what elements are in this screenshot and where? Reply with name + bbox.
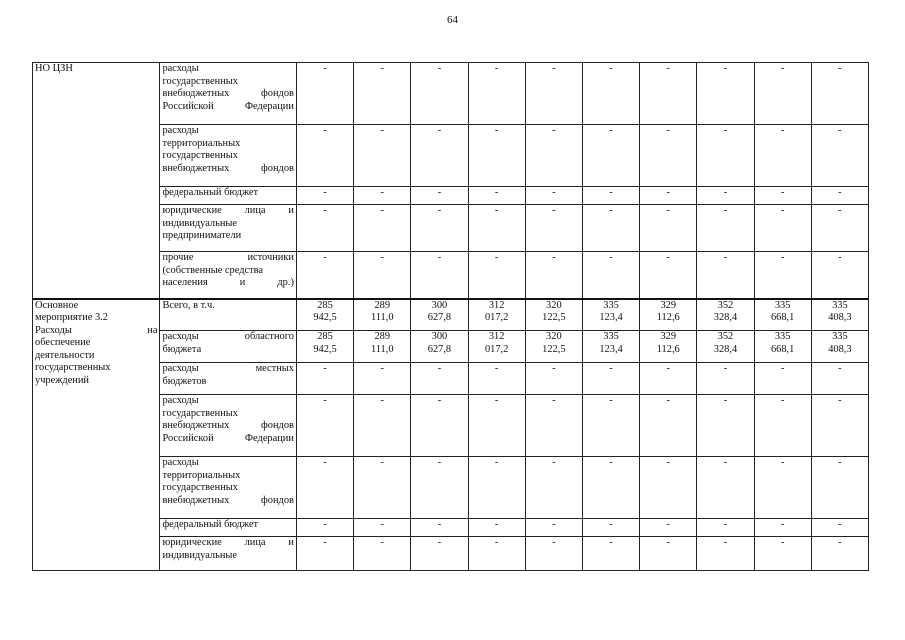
- year-value-cell: [468, 299, 525, 331]
- year-value: 285 942,5: [313, 331, 337, 355]
- year-value-cell: [354, 331, 411, 363]
- activity-name-line: мероприятие 3.2: [35, 312, 108, 324]
- funding-source-cell: [160, 519, 296, 537]
- year-value-cell: -: [468, 457, 525, 519]
- funding-source-line: бюджета: [162, 343, 202, 355]
- funding-source-line: расходы местных: [162, 363, 294, 374]
- year-value-cell: -: [754, 537, 811, 571]
- funding-source-line: прочие источники: [162, 252, 294, 263]
- funding-source-line: расходы областного: [162, 331, 294, 342]
- year-value: 329 112,6: [656, 299, 680, 324]
- year-value: 335 668,1: [770, 331, 795, 355]
- year-value-cell: -: [468, 537, 525, 571]
- year-value-cell: [697, 331, 754, 363]
- year-value-cell: [754, 331, 811, 363]
- year-value-cell: -: [811, 395, 868, 457]
- year-value: 289 111,0: [370, 299, 394, 324]
- year-value-cell: -: [697, 125, 754, 187]
- year-value-cell: -: [354, 537, 411, 571]
- funding-source-cell: [160, 457, 296, 519]
- year-value-cell: -: [640, 363, 697, 395]
- year-value-cell: -: [582, 125, 639, 187]
- funding-source-line: предприниматели: [162, 230, 242, 242]
- year-value-cell: -: [525, 519, 582, 537]
- year-value-cell: -: [525, 63, 582, 125]
- table-row: [33, 299, 869, 331]
- year-value-cell: -: [640, 252, 697, 299]
- activity-name-line: государственных: [35, 362, 111, 374]
- year-value-cell: -: [296, 125, 353, 187]
- funding-source-line: расходы: [162, 125, 199, 136]
- year-value-cell: [525, 299, 582, 331]
- year-value-cell: -: [582, 457, 639, 519]
- funding-source-line: федеральный бюджет: [162, 519, 259, 530]
- year-value-cell: -: [354, 395, 411, 457]
- year-value-cell: -: [697, 63, 754, 125]
- funding-source-line: внебюджетных фондов: [162, 420, 294, 432]
- year-value-cell: -: [754, 125, 811, 187]
- budget-table: [32, 62, 869, 571]
- activity-name-cell: [33, 63, 160, 299]
- year-value-cell: -: [468, 252, 525, 299]
- year-value-cell: -: [525, 252, 582, 299]
- year-value-cell: -: [640, 537, 697, 571]
- year-value: 289 111,0: [370, 331, 394, 355]
- funding-source-line: Российской Федерации: [162, 432, 294, 444]
- year-value-cell: -: [811, 125, 868, 187]
- year-value-cell: -: [697, 537, 754, 571]
- year-value-cell: -: [640, 395, 697, 457]
- year-value-cell: -: [525, 125, 582, 187]
- year-value-cell: -: [697, 457, 754, 519]
- year-value: 329 112,6: [656, 331, 680, 355]
- year-value-cell: -: [354, 519, 411, 537]
- year-value-cell: -: [354, 187, 411, 205]
- year-value: 335 408,3: [828, 331, 852, 355]
- year-value: 300 627,8: [427, 331, 452, 355]
- funding-source-line: юридические лица и: [162, 205, 294, 216]
- year-value-cell: -: [411, 63, 468, 125]
- year-value-cell: [582, 299, 639, 331]
- year-value-cell: [468, 331, 525, 363]
- funding-source-line: расходы: [162, 395, 199, 406]
- year-value-cell: -: [468, 205, 525, 252]
- year-value-cell: -: [697, 363, 754, 395]
- funding-source-line: юридические лица и: [162, 537, 294, 548]
- year-value-cell: -: [468, 187, 525, 205]
- funding-source-line: расходы: [162, 457, 199, 468]
- year-value-cell: [525, 331, 582, 363]
- year-value-cell: -: [582, 537, 639, 571]
- year-value-cell: [811, 331, 868, 363]
- year-value-cell: [411, 299, 468, 331]
- year-value: 320 122,5: [542, 299, 566, 324]
- year-value-cell: [354, 299, 411, 331]
- year-value-cell: -: [640, 63, 697, 125]
- year-value-cell: -: [582, 519, 639, 537]
- funding-source-line: территориальных: [162, 137, 241, 149]
- year-value-cell: -: [468, 63, 525, 125]
- year-value-cell: -: [811, 363, 868, 395]
- year-value-cell: -: [582, 363, 639, 395]
- activity-name-cell: [33, 299, 160, 571]
- year-value-cell: -: [296, 63, 353, 125]
- year-value-cell: -: [354, 205, 411, 252]
- year-value-cell: -: [582, 187, 639, 205]
- year-value-cell: -: [582, 395, 639, 457]
- year-value: 285 942,5: [313, 299, 337, 324]
- funding-source-cell: [160, 252, 296, 299]
- year-value-cell: -: [525, 457, 582, 519]
- table-row: [33, 63, 869, 125]
- year-value-cell: -: [525, 395, 582, 457]
- year-value-cell: -: [296, 519, 353, 537]
- year-value-cell: -: [811, 519, 868, 537]
- year-value-cell: -: [411, 363, 468, 395]
- year-value: 335 123,4: [599, 331, 623, 355]
- year-value-cell: -: [354, 252, 411, 299]
- year-value-cell: -: [640, 187, 697, 205]
- year-value-cell: [582, 331, 639, 363]
- year-value-cell: -: [754, 252, 811, 299]
- funding-source-line: территориальных: [162, 469, 241, 481]
- year-value: 352 328,4: [713, 299, 738, 324]
- year-value: 335 408,3: [828, 299, 852, 324]
- funding-source-cell: [160, 537, 296, 571]
- year-value-cell: -: [354, 457, 411, 519]
- funding-source-line: бюджетов: [162, 375, 207, 387]
- funding-source-line: расходы: [162, 63, 199, 74]
- activity-name-line: НО ЦЗН: [35, 63, 73, 74]
- year-value-cell: -: [411, 252, 468, 299]
- year-value-cell: -: [754, 457, 811, 519]
- year-value-cell: [640, 299, 697, 331]
- year-value-cell: [411, 331, 468, 363]
- year-value-cell: -: [754, 63, 811, 125]
- funding-source-line: внебюджетных фондов: [162, 162, 294, 174]
- year-value-cell: -: [525, 537, 582, 571]
- year-value-cell: [697, 299, 754, 331]
- year-value-cell: -: [296, 537, 353, 571]
- year-value-cell: -: [582, 63, 639, 125]
- funding-source-line: государственных: [162, 150, 238, 162]
- year-value-cell: -: [296, 395, 353, 457]
- year-value-cell: -: [296, 187, 353, 205]
- year-value-cell: -: [411, 125, 468, 187]
- activity-name-line: учреждений: [35, 375, 89, 387]
- year-value-cell: [811, 299, 868, 331]
- funding-source-cell: [160, 63, 296, 125]
- year-value-cell: -: [411, 519, 468, 537]
- year-value-cell: -: [411, 537, 468, 571]
- funding-source-line: внебюджетных фондов: [162, 494, 294, 506]
- activity-name-line: деятельности: [35, 349, 95, 361]
- year-value-cell: [754, 299, 811, 331]
- year-value-cell: -: [411, 457, 468, 519]
- year-value-cell: -: [697, 205, 754, 252]
- year-value-cell: [296, 331, 353, 363]
- activity-name-line: обеспечение: [35, 337, 91, 349]
- year-value-cell: -: [525, 187, 582, 205]
- year-value-cell: -: [468, 363, 525, 395]
- funding-source-line: федеральный бюджет: [162, 187, 259, 198]
- funding-source-line: государственных: [162, 407, 238, 419]
- year-value-cell: -: [296, 205, 353, 252]
- year-value-cell: -: [811, 252, 868, 299]
- year-value-cell: -: [754, 395, 811, 457]
- year-value-cell: -: [354, 125, 411, 187]
- year-value-cell: -: [754, 363, 811, 395]
- year-value-cell: -: [411, 395, 468, 457]
- funding-source-cell: [160, 331, 296, 363]
- funding-source-line: индивидуальные: [162, 217, 238, 229]
- funding-source-line: внебюджетных фондов: [162, 88, 294, 100]
- year-value-cell: -: [296, 252, 353, 299]
- year-value-cell: -: [697, 519, 754, 537]
- page-number: 64: [447, 14, 458, 26]
- funding-source-cell: [160, 395, 296, 457]
- funding-source-cell: [160, 187, 296, 205]
- year-value-cell: -: [697, 252, 754, 299]
- year-value-cell: -: [468, 395, 525, 457]
- year-value: 335 668,1: [770, 299, 795, 324]
- year-value-cell: -: [354, 363, 411, 395]
- funding-source-cell: [160, 363, 296, 395]
- funding-source-line: населения и др.): [162, 277, 294, 289]
- year-value-cell: -: [525, 205, 582, 252]
- year-value-cell: -: [811, 63, 868, 125]
- year-value: 312 017,2: [484, 299, 509, 324]
- funding-source-line: (собственные средства: [162, 264, 264, 276]
- year-value-cell: -: [640, 205, 697, 252]
- year-value: 300 627,8: [427, 299, 452, 324]
- funding-source-line: Российской Федерации: [162, 100, 294, 112]
- year-value-cell: -: [468, 519, 525, 537]
- year-value-cell: -: [754, 519, 811, 537]
- year-value-cell: -: [754, 187, 811, 205]
- funding-source-line: Всего, в т.ч.: [162, 299, 215, 311]
- year-value-cell: -: [640, 457, 697, 519]
- year-value-cell: [296, 299, 353, 331]
- funding-source-line: индивидуальные: [162, 549, 238, 561]
- funding-source-cell: [160, 205, 296, 252]
- year-value-cell: -: [640, 519, 697, 537]
- funding-source-cell: [160, 299, 296, 331]
- funding-source-line: государственных: [162, 482, 238, 494]
- year-value-cell: -: [582, 205, 639, 252]
- year-value: 335 123,4: [599, 299, 623, 324]
- year-value-cell: -: [811, 187, 868, 205]
- year-value-cell: [640, 331, 697, 363]
- year-value-cell: -: [354, 63, 411, 125]
- year-value: 352 328,4: [713, 331, 738, 355]
- year-value-cell: -: [296, 457, 353, 519]
- year-value-cell: -: [811, 457, 868, 519]
- year-value-cell: -: [411, 205, 468, 252]
- year-value-cell: -: [697, 395, 754, 457]
- year-value-cell: -: [582, 252, 639, 299]
- year-value-cell: -: [811, 537, 868, 571]
- year-value-cell: -: [525, 363, 582, 395]
- year-value-cell: -: [754, 205, 811, 252]
- year-value-cell: -: [296, 363, 353, 395]
- year-value-cell: -: [411, 187, 468, 205]
- year-value: 312 017,2: [484, 331, 509, 355]
- year-value-cell: -: [468, 125, 525, 187]
- year-value-cell: -: [697, 187, 754, 205]
- year-value: 320 122,5: [542, 331, 566, 355]
- funding-source-cell: [160, 125, 296, 187]
- year-value-cell: -: [811, 205, 868, 252]
- activity-name-line: Основное: [35, 299, 79, 311]
- activity-name-line: Расходы на: [35, 324, 158, 336]
- year-value-cell: -: [640, 125, 697, 187]
- funding-source-line: государственных: [162, 75, 238, 87]
